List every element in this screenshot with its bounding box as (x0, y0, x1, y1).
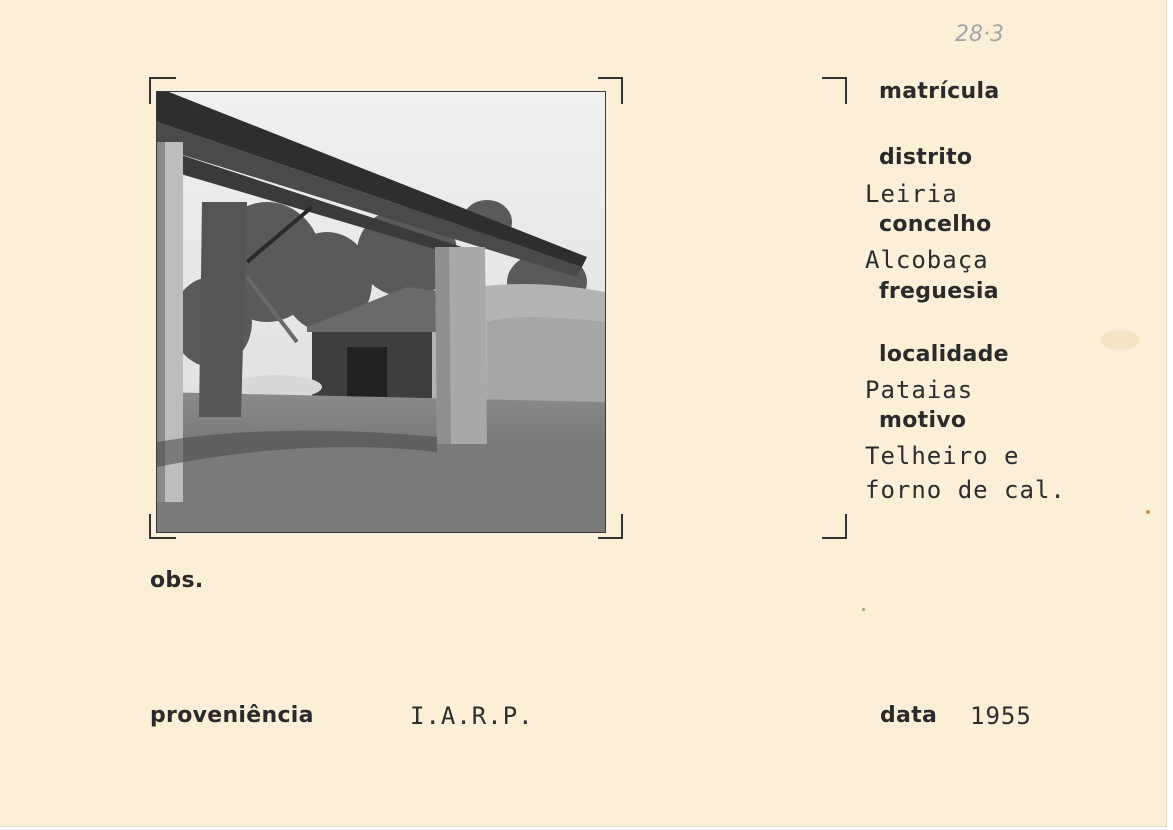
fields-corner-top (820, 76, 850, 106)
paper-speck (1146, 510, 1150, 514)
obs-label: obs. (150, 568, 204, 593)
photo-telheiro-image (157, 92, 605, 532)
paper-speck (862, 608, 865, 611)
concelho-value: Alcobaça (865, 246, 989, 274)
motivo-value-line1: Telheiro e (865, 442, 1020, 470)
proveniencia-value: I.A.R.P. (410, 702, 534, 730)
matricula-label: matrícula (879, 79, 1000, 104)
archive-number: 28·3 (955, 22, 1004, 47)
localidade-value: Pataias (865, 376, 974, 404)
data-label: data (880, 703, 938, 728)
fields-corner-bottom (820, 512, 850, 542)
proveniencia-label: proveniência (150, 703, 314, 728)
concelho-label: concelho (879, 212, 992, 237)
paper-stain (1100, 330, 1140, 350)
motivo-label: motivo (879, 408, 967, 433)
photograph (156, 91, 606, 533)
data-value: 1955 (970, 702, 1032, 730)
distrito-label: distrito (879, 145, 973, 170)
motivo-value-line2: forno de cal. (865, 476, 1066, 504)
localidade-label: localidade (879, 342, 1009, 367)
freguesia-label: freguesia (879, 279, 999, 304)
distrito-value: Leiria (865, 180, 958, 208)
